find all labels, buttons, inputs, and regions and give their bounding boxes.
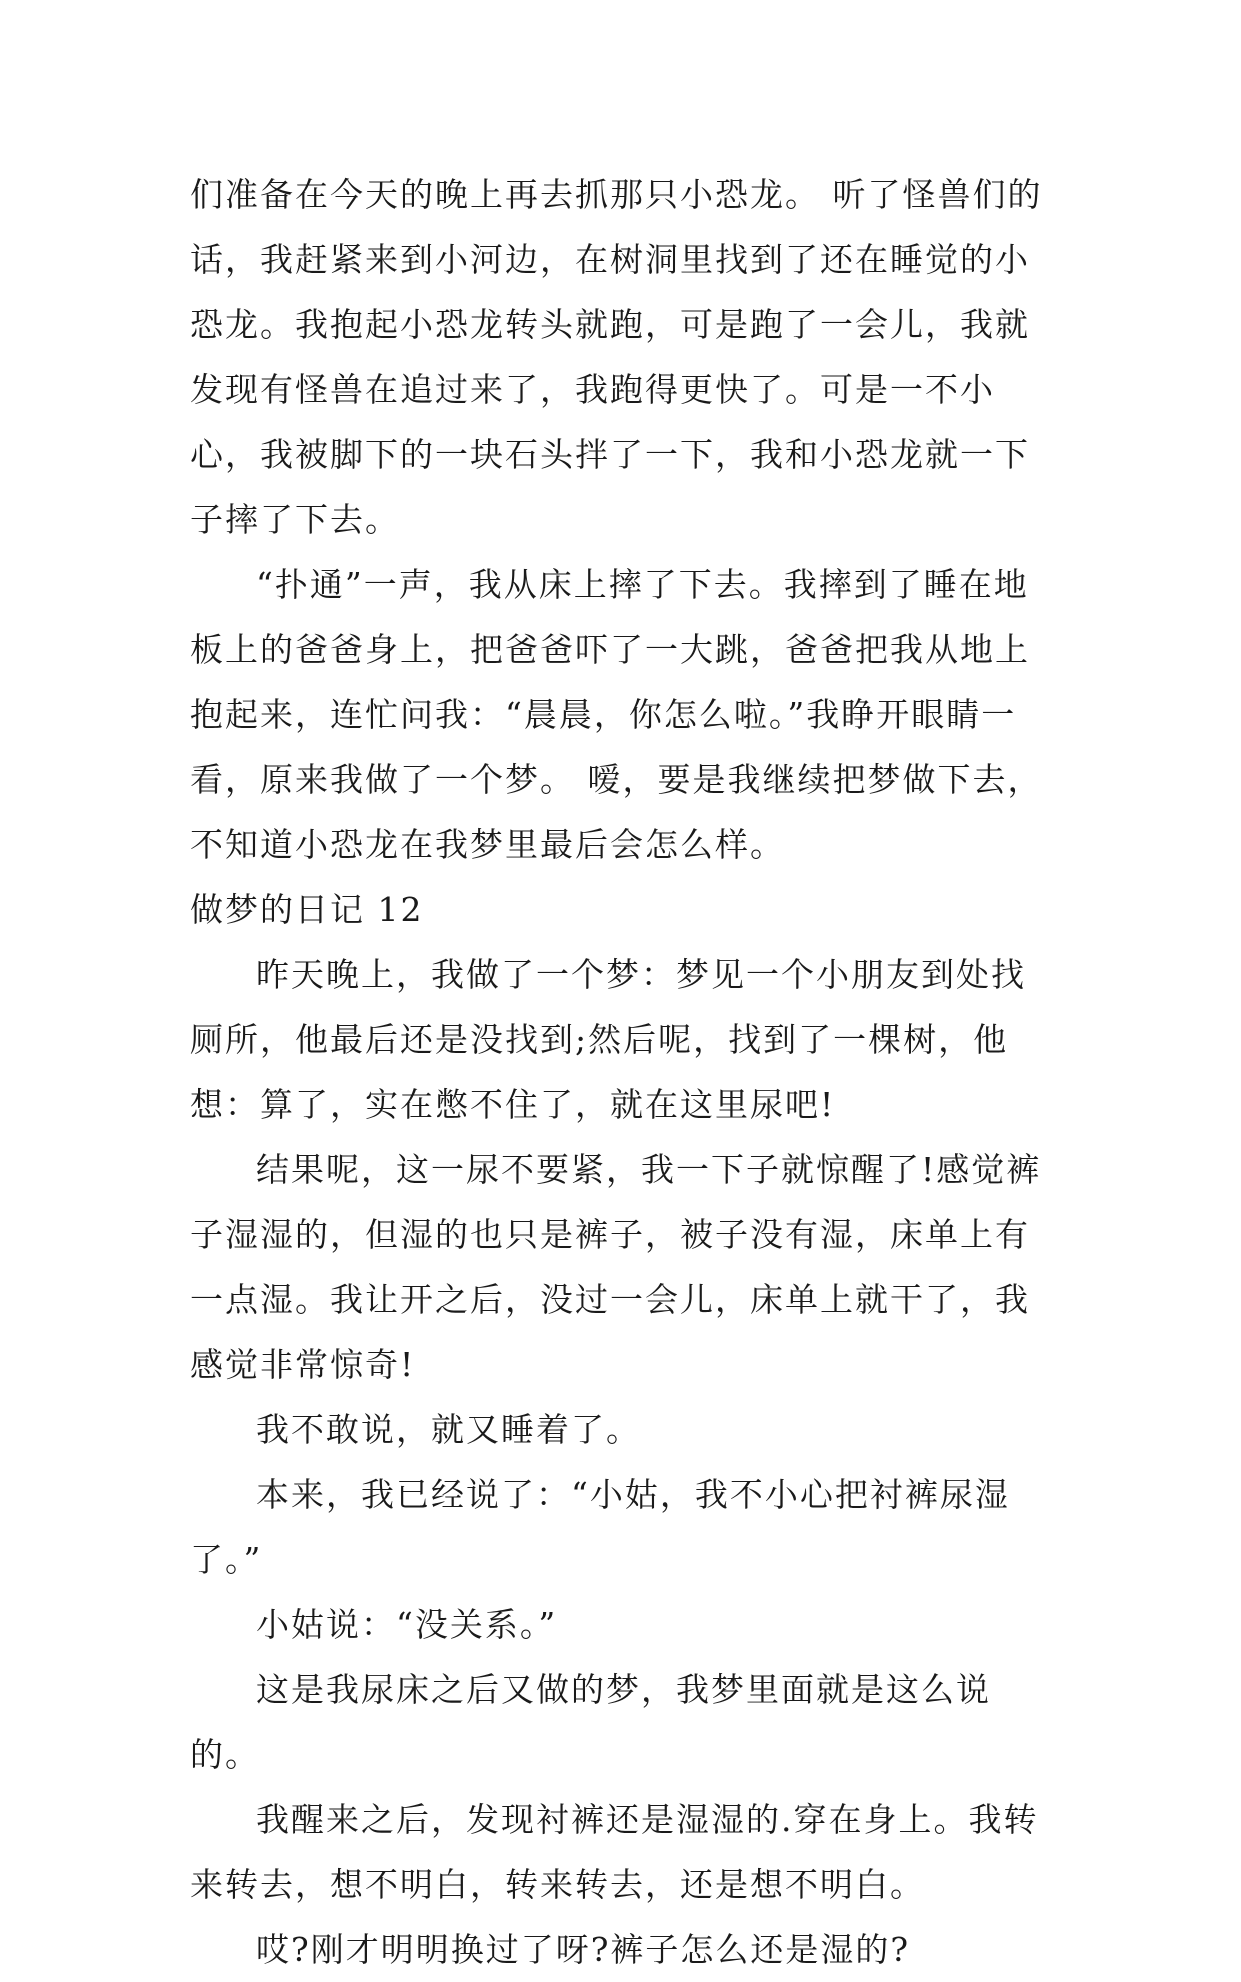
document-body: [190, 162, 1060, 1982]
paragraph-dream-intro: 昨天晚上，我做了一个梦：梦见一个小朋友到处找厕所，他最后还是没找到;然后呢，找到了一棵树，他想：算了，实在憋不住了，就在这里尿吧!: [190, 955, 1026, 1124]
diary-heading: 做梦的日记 12: [190, 890, 424, 929]
paragraph-aunt-reply: 小姑说：“没关系。”: [256, 1605, 558, 1644]
paragraph-question: 哎?刚才明明换过了呀?裤子怎么还是湿的?: [256, 1930, 911, 1969]
paragraph-story-ending: “扑通”一声，我从床上摔了下去。我摔到了睡在地板上的爸爸身上，把爸爸吓了一大跳，爸爸把我从地上抱起来，连忙问我：“晨晨，你怎么啦。”我睁开眼睛一看，原来我做了一个梦。 嗳，要是我继续把梦做下去，不知道小恐龙在我梦里最后会怎么样。: [190, 565, 1043, 864]
paragraph-still-wet: 我醒来之后，发现衬裤还是湿湿的.穿在身上。我转来转去，想不明白，转来转去，还是想不明白。: [190, 1800, 1039, 1904]
paragraph-told-aunt: 本来，我已经说了：“小姑，我不小心把衬裤尿湿了。”: [190, 1475, 1010, 1579]
paragraph-second-dream: 这是我尿床之后又做的梦，我梦里面就是这么说的。: [190, 1670, 991, 1774]
paragraph-wake-up: 结果呢，这一尿不要紧，我一下子就惊醒了!感觉裤子湿湿的，但湿的也只是裤子，被子没有湿，床单上有一点湿。我让开之后，没过一会儿，床单上就干了，我感觉非常惊奇!: [190, 1150, 1042, 1384]
paragraph-afraid: 我不敢说，就又睡着了。: [256, 1410, 641, 1449]
paragraph-story-continuation: 们准备在今天的晚上再去抓那只小恐龙。 听了怪兽们的话，我赶紧来到小河边，在树洞里找到了还在睡觉的小恐龙。我抱起小恐龙转头就跑，可是跑了一会儿，我就发现有怪兽在追过来了，我跑得更快了。可是一不小心，我被脚下的一块石头拌了一下，我和小恐龙就一下子摔了下去。: [190, 175, 1043, 539]
